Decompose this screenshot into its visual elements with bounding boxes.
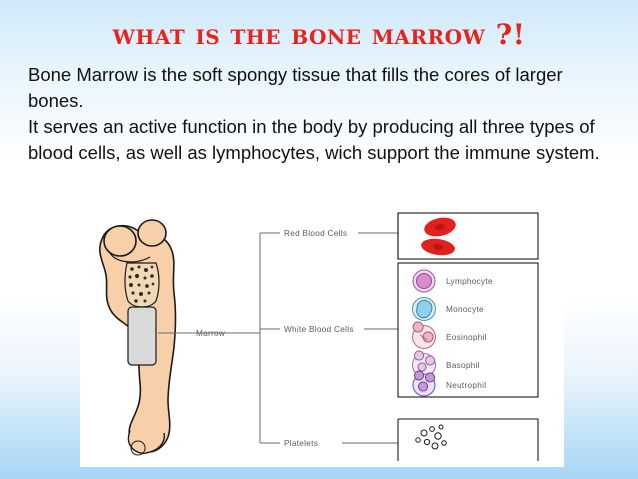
body-text bbox=[28, 62, 616, 166]
white-blood-cells-panel bbox=[398, 263, 538, 397]
label-marrow: Marrow bbox=[196, 329, 226, 338]
platelets-panel bbox=[398, 419, 538, 461]
label-lymphocyte: Lymphocyte bbox=[446, 277, 493, 286]
bone-marrow-diagram bbox=[80, 205, 564, 467]
page-title: what is the bone marrow ?! bbox=[112, 18, 526, 51]
label-eosinophil: Eosinophil bbox=[446, 333, 487, 342]
label-platelets: Platelets bbox=[284, 439, 319, 448]
label-white-blood-cells: White Blood Cells bbox=[284, 325, 354, 334]
femur-bone-illustration bbox=[100, 220, 176, 455]
label-neutrophil: Neutrophil bbox=[446, 381, 487, 390]
paragraph-2: It serves an active function in the body by producing all three types of blood cells, as well as lymphocytes, wich support the immune system. bbox=[28, 116, 600, 163]
red-blood-cells-panel bbox=[398, 213, 538, 259]
label-monocyte: Monocyte bbox=[446, 305, 484, 314]
label-basophil: Basophil bbox=[446, 361, 480, 370]
paragraph-1: Bone Marrow is the soft spongy tissue that fills the cores of larger bones. bbox=[28, 64, 563, 111]
label-red-blood-cells: Red Blood Cells bbox=[284, 229, 348, 238]
